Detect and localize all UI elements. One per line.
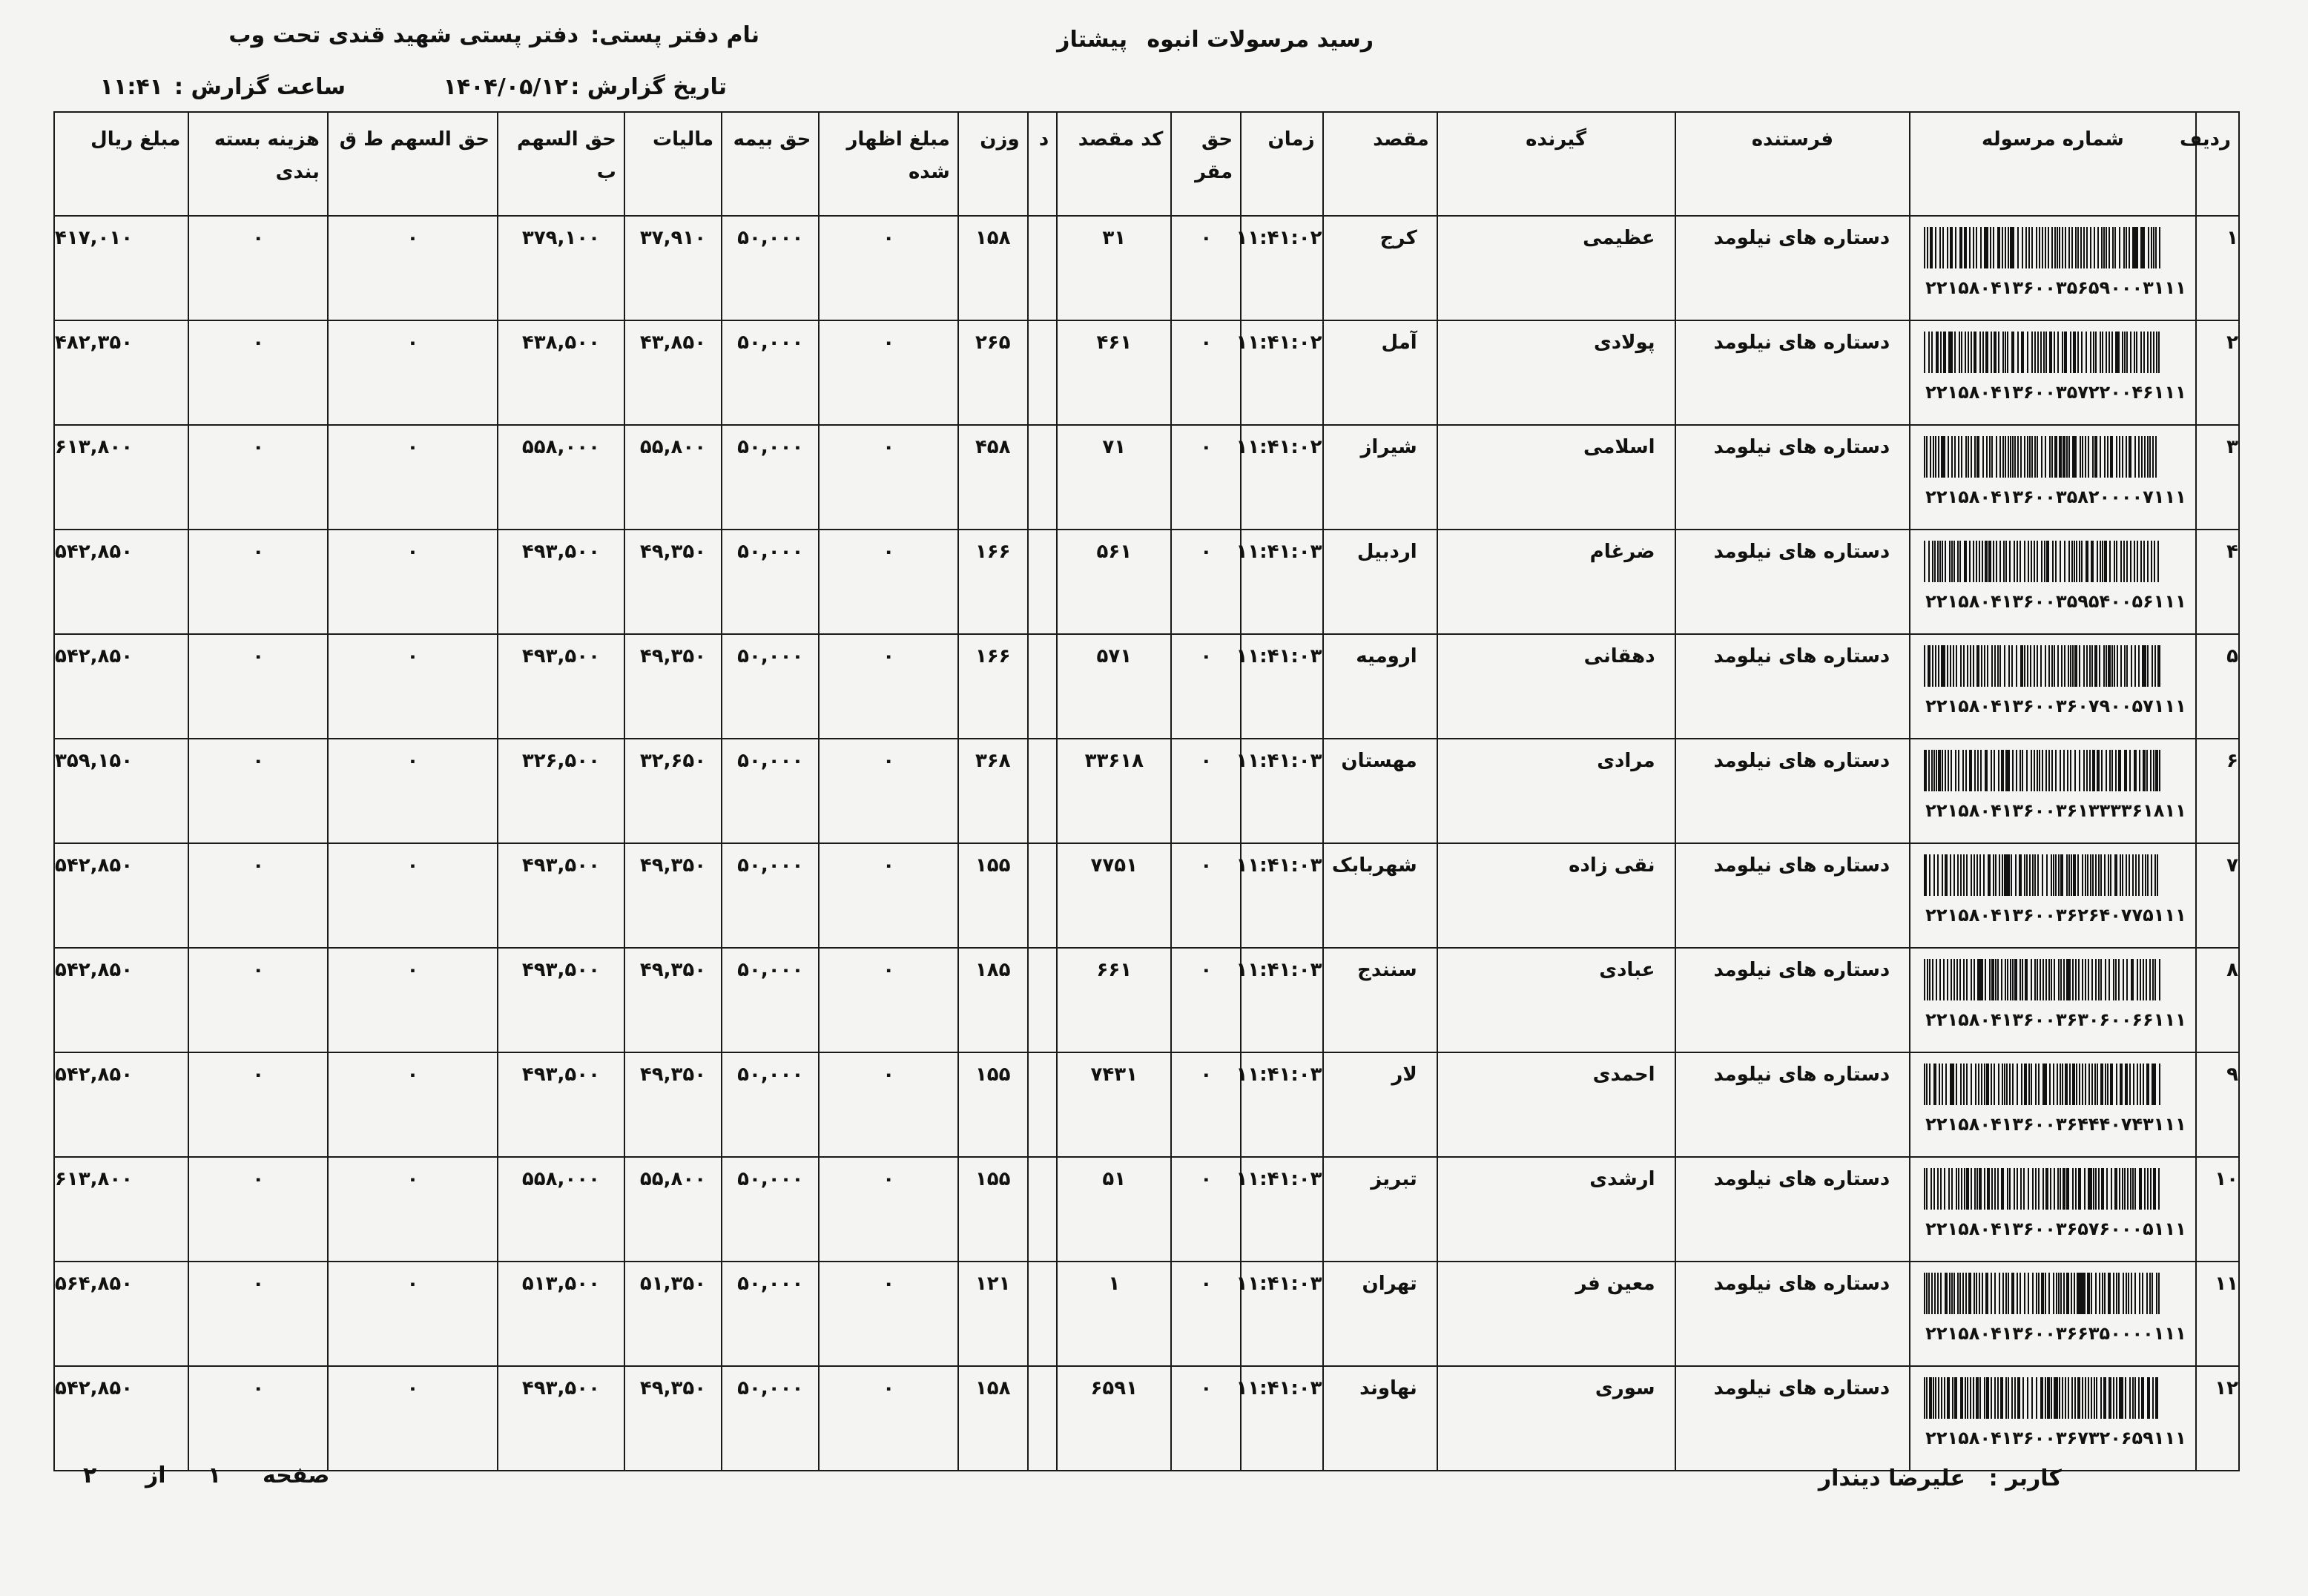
- column-header: حق السهم ط ق: [328, 112, 498, 216]
- cell-dest: سنندج: [1323, 948, 1437, 1052]
- cell-weight: ۱۶۶: [958, 530, 1028, 634]
- cell-idx: ۱: [2196, 216, 2239, 320]
- cell-share-tq: ۰: [328, 739, 498, 843]
- cell-share-b: ۴۹۳,۵۰۰: [498, 1366, 624, 1471]
- cell-tax: ۴۹,۳۵۰: [624, 1052, 722, 1157]
- barcode-number: ۲۲۱۵۸۰۴۱۳۶۰۰۳۶۷۳۲۰۶۵۹۱۱۱: [1925, 1428, 2186, 1448]
- cell-receiver: نقی زاده: [1437, 843, 1675, 948]
- cell-dest-code: ۷۱: [1057, 425, 1171, 530]
- cell-insurance: ۵۰,۰۰۰: [722, 216, 819, 320]
- barcode-number: ۲۲۱۵۸۰۴۱۳۶۰۰۳۵۶۵۹۰۰۰۳۱۱۱: [1925, 277, 2186, 298]
- page-label: صفحه: [263, 1463, 330, 1488]
- cell-d: [1028, 843, 1058, 948]
- cell-share-b: ۴۳۸,۵۰۰: [498, 320, 624, 425]
- cell-share-tq: ۰: [328, 320, 498, 425]
- cell-declared: ۰: [819, 843, 958, 948]
- cell-haqq-maqar: ۰: [1171, 1052, 1241, 1157]
- cell-packing: ۰: [188, 948, 328, 1052]
- cell-weight: ۱۶۶: [958, 634, 1028, 739]
- cell-d: [1028, 320, 1058, 425]
- cell-dest-code: ۳۱: [1057, 216, 1171, 320]
- cell-barcode: [1910, 320, 2195, 425]
- table-header-row: [54, 112, 2239, 216]
- barcode-graphic: [1924, 959, 2161, 1000]
- page-total: ۲: [83, 1463, 97, 1488]
- cell-tax: ۵۵,۸۰۰: [624, 1157, 722, 1262]
- cell-sender: دستاره های نیلومد: [1675, 634, 1910, 739]
- cell-haqq-maqar: ۰: [1171, 425, 1241, 530]
- date-value: ۱۴۰۴/۰۵/۱۲: [443, 74, 568, 100]
- cell-dest-code: ۳۳۶۱۸: [1057, 739, 1171, 843]
- cell-amount: ۶۱۳,۸۰۰: [54, 1157, 188, 1262]
- cell-idx: ۹: [2196, 1052, 2239, 1157]
- cell-idx: ۱۱: [2196, 1262, 2239, 1366]
- cell-d: [1028, 530, 1058, 634]
- cell-share-b: ۵۵۸,۰۰۰: [498, 425, 624, 530]
- cell-tax: ۳۲,۶۵۰: [624, 739, 722, 843]
- barcode-number: ۲۲۱۵۸۰۴۱۳۶۰۰۳۶۲۶۴۰۷۷۵۱۱۱: [1925, 905, 2186, 926]
- cell-declared: ۰: [819, 1157, 958, 1262]
- cell-time: ۱۱:۴۱:۰۳: [1241, 1157, 1322, 1262]
- cell-declared: ۰: [819, 530, 958, 634]
- cell-packing: ۰: [188, 216, 328, 320]
- shipments-table: [53, 111, 2240, 1471]
- cell-time: ۱۱:۴۱:۰۳: [1241, 948, 1322, 1052]
- cell-share-tq: ۰: [328, 1157, 498, 1262]
- cell-receiver: سوری: [1437, 1366, 1675, 1471]
- cell-sender: دستاره های نیلومد: [1675, 530, 1910, 634]
- cell-haqq-maqar: ۰: [1171, 1157, 1241, 1262]
- cell-weight: ۴۵۸: [958, 425, 1028, 530]
- column-header: مقصد: [1323, 112, 1437, 216]
- cell-dest-code: ۵۶۱: [1057, 530, 1171, 634]
- barcode-graphic: [1924, 645, 2161, 687]
- cell-amount: ۵۴۲,۸۵۰: [54, 530, 188, 634]
- barcode-number: ۲۲۱۵۸۰۴۱۳۶۰۰۳۵۸۲۰۰۰۰۷۱۱۱: [1925, 487, 2186, 507]
- cell-idx: ۶: [2196, 739, 2239, 843]
- cell-sender: دستاره های نیلومد: [1675, 1052, 1910, 1157]
- barcode-graphic: [1924, 1377, 2161, 1419]
- cell-dest-code: ۵۷۱: [1057, 634, 1171, 739]
- cell-amount: ۴۸۲,۳۵۰: [54, 320, 188, 425]
- cell-weight: ۱۵۸: [958, 1366, 1028, 1471]
- cell-weight: ۱۵۵: [958, 843, 1028, 948]
- cell-d: [1028, 948, 1058, 1052]
- cell-tax: ۴۹,۳۵۰: [624, 843, 722, 948]
- cell-tax: ۵۱,۳۵۰: [624, 1262, 722, 1366]
- column-header: مبلغ ریال: [54, 112, 188, 216]
- column-header: د: [1028, 112, 1058, 216]
- cell-idx: ۲: [2196, 320, 2239, 425]
- cell-declared: ۰: [819, 634, 958, 739]
- cell-receiver: احمدی: [1437, 1052, 1675, 1157]
- cell-insurance: ۵۰,۰۰۰: [722, 530, 819, 634]
- cell-haqq-maqar: ۰: [1171, 739, 1241, 843]
- barcode-graphic: [1924, 436, 2161, 478]
- cell-dest: ارومیه: [1323, 634, 1437, 739]
- cell-barcode: [1910, 1366, 2195, 1471]
- cell-insurance: ۵۰,۰۰۰: [722, 320, 819, 425]
- cell-amount: ۵۴۲,۸۵۰: [54, 634, 188, 739]
- cell-declared: ۰: [819, 1262, 958, 1366]
- cell-share-b: ۴۹۳,۵۰۰: [498, 948, 624, 1052]
- cell-share-b: ۴۹۳,۵۰۰: [498, 634, 624, 739]
- report-title: [1147, 27, 1374, 53]
- cell-share-tq: ۰: [328, 1366, 498, 1471]
- barcode-number: ۲۲۱۵۸۰۴۱۳۶۰۰۳۶۳۰۶۰۰۶۶۱۱۱: [1925, 1009, 2186, 1030]
- column-header: فرستنده: [1675, 112, 1910, 216]
- cell-insurance: ۵۰,۰۰۰: [722, 843, 819, 948]
- date-label: تاریخ گزارش :: [570, 74, 727, 100]
- table-row: [54, 739, 2239, 843]
- cell-receiver: عبادی: [1437, 948, 1675, 1052]
- cell-dest: شهربابک: [1323, 843, 1437, 948]
- cell-dest: نهاوند: [1323, 1366, 1437, 1471]
- cell-barcode: [1910, 425, 2195, 530]
- table-row: [54, 634, 2239, 739]
- cell-share-tq: ۰: [328, 1262, 498, 1366]
- cell-barcode: [1910, 216, 2195, 320]
- cell-time: ۱۱:۴۱:۰۳: [1241, 634, 1322, 739]
- cell-insurance: ۵۰,۰۰۰: [722, 1052, 819, 1157]
- column-header: کد مقصد: [1057, 112, 1171, 216]
- cell-amount: ۵۴۲,۸۵۰: [54, 1366, 188, 1471]
- cell-tax: ۴۹,۳۵۰: [624, 948, 722, 1052]
- cell-dest: آمل: [1323, 320, 1437, 425]
- table-row: [54, 530, 2239, 634]
- cell-share-b: ۳۲۶,۵۰۰: [498, 739, 624, 843]
- column-header: حق مقر: [1171, 112, 1241, 216]
- cell-d: [1028, 1157, 1058, 1262]
- cell-insurance: ۵۰,۰۰۰: [722, 1157, 819, 1262]
- cell-sender: دستاره های نیلومد: [1675, 948, 1910, 1052]
- cell-insurance: ۵۰,۰۰۰: [722, 1366, 819, 1471]
- cell-share-b: ۴۹۳,۵۰۰: [498, 530, 624, 634]
- column-header: گیرنده: [1437, 112, 1675, 216]
- cell-amount: ۴۱۷,۰۱۰: [54, 216, 188, 320]
- cell-sender: دستاره های نیلومد: [1675, 843, 1910, 948]
- cell-share-tq: ۰: [328, 216, 498, 320]
- user-label: کاربر :: [1988, 1465, 2062, 1491]
- cell-packing: ۰: [188, 1262, 328, 1366]
- time-label: ساعت گزارش :: [174, 74, 346, 100]
- service-type: [1057, 27, 1127, 53]
- cell-d: [1028, 216, 1058, 320]
- cell-haqq-maqar: ۰: [1171, 1262, 1241, 1366]
- column-header: حق السهم ب: [498, 112, 624, 216]
- column-header: حق بیمه: [722, 112, 819, 216]
- table-row: [54, 843, 2239, 948]
- cell-barcode: [1910, 739, 2195, 843]
- cell-d: [1028, 425, 1058, 530]
- cell-share-b: ۳۷۹,۱۰۰: [498, 216, 624, 320]
- cell-idx: ۷: [2196, 843, 2239, 948]
- cell-barcode: [1910, 948, 2195, 1052]
- cell-d: [1028, 1052, 1058, 1157]
- cell-time: ۱۱:۴۱:۰۳: [1241, 1262, 1322, 1366]
- table-row: [54, 1157, 2239, 1262]
- cell-dest-code: ۵۱: [1057, 1157, 1171, 1262]
- time-value: ۱۱:۴۱: [99, 74, 163, 100]
- cell-insurance: ۵۰,۰۰۰: [722, 425, 819, 530]
- cell-dest: شیراز: [1323, 425, 1437, 530]
- cell-time: ۱۱:۴۱:۰۳: [1241, 1366, 1322, 1471]
- cell-barcode: [1910, 1052, 2195, 1157]
- cell-weight: ۱۵۵: [958, 1052, 1028, 1157]
- cell-dest: تهران: [1323, 1262, 1437, 1366]
- cell-sender: دستاره های نیلومد: [1675, 425, 1910, 530]
- cell-haqq-maqar: ۰: [1171, 634, 1241, 739]
- office-label: نام دفتر پستی:: [590, 22, 759, 48]
- cell-dest-code: ۴۶۱: [1057, 320, 1171, 425]
- barcode-number: ۲۲۱۵۸۰۴۱۳۶۰۰۳۵۷۲۲۰۰۴۶۱۱۱: [1925, 382, 2186, 403]
- cell-declared: ۰: [819, 948, 958, 1052]
- cell-idx: ۳: [2196, 425, 2239, 530]
- table-row: [54, 948, 2239, 1052]
- cell-share-b: ۴۹۳,۵۰۰: [498, 1052, 624, 1157]
- office-name: دفتر پستی شهید قندی تحت وب: [228, 22, 578, 48]
- cell-barcode: [1910, 530, 2195, 634]
- cell-receiver: ارشدی: [1437, 1157, 1675, 1262]
- cell-time: ۱۱:۴۱:۰۳: [1241, 739, 1322, 843]
- cell-dest: مهستان: [1323, 739, 1437, 843]
- cell-time: ۱۱:۴۱:۰۲: [1241, 320, 1322, 425]
- cell-packing: ۰: [188, 1366, 328, 1471]
- cell-share-b: ۵۱۳,۵۰۰: [498, 1262, 624, 1366]
- cell-dest: تبریز: [1323, 1157, 1437, 1262]
- cell-idx: ۵: [2196, 634, 2239, 739]
- cell-declared: ۰: [819, 216, 958, 320]
- cell-sender: دستاره های نیلومد: [1675, 1262, 1910, 1366]
- cell-weight: ۱۵۵: [958, 1157, 1028, 1262]
- cell-receiver: معین فر: [1437, 1262, 1675, 1366]
- cell-sender: دستاره های نیلومد: [1675, 320, 1910, 425]
- column-header: ردیف: [2196, 112, 2239, 216]
- cell-d: [1028, 634, 1058, 739]
- table-row: [54, 1262, 2239, 1366]
- cell-time: ۱۱:۴۱:۰۲: [1241, 216, 1322, 320]
- cell-idx: ۱۲: [2196, 1366, 2239, 1471]
- cell-haqq-maqar: ۰: [1171, 320, 1241, 425]
- cell-weight: ۱۲۱: [958, 1262, 1028, 1366]
- cell-insurance: ۵۰,۰۰۰: [722, 948, 819, 1052]
- cell-barcode: [1910, 634, 2195, 739]
- cell-amount: ۵۴۲,۸۵۰: [54, 948, 188, 1052]
- cell-amount: ۶۱۳,۸۰۰: [54, 425, 188, 530]
- cell-weight: ۱۸۵: [958, 948, 1028, 1052]
- cell-tax: ۴۹,۳۵۰: [624, 530, 722, 634]
- cell-packing: ۰: [188, 634, 328, 739]
- cell-share-b: ۴۹۳,۵۰۰: [498, 843, 624, 948]
- cell-sender: دستاره های نیلومد: [1675, 739, 1910, 843]
- cell-insurance: ۵۰,۰۰۰: [722, 1262, 819, 1366]
- cell-share-b: ۵۵۸,۰۰۰: [498, 1157, 624, 1262]
- cell-insurance: ۵۰,۰۰۰: [722, 739, 819, 843]
- title-text: رسید مرسولات انبوه: [1147, 27, 1374, 53]
- barcode-graphic: [1924, 227, 2161, 268]
- barcode-number: ۲۲۱۵۸۰۴۱۳۶۰۰۳۶۴۴۴۰۷۴۳۱۱۱: [1925, 1114, 2186, 1135]
- barcode-graphic: [1924, 1168, 2161, 1210]
- cell-dest: کرج: [1323, 216, 1437, 320]
- cell-sender: دستاره های نیلومد: [1675, 216, 1910, 320]
- cell-declared: ۰: [819, 739, 958, 843]
- cell-idx: ۸: [2196, 948, 2239, 1052]
- barcode-graphic: [1924, 1064, 2161, 1105]
- column-header: وزن: [958, 112, 1028, 216]
- cell-d: [1028, 1366, 1058, 1471]
- column-header: مبلغ اظهار شده: [819, 112, 958, 216]
- cell-receiver: دهقانی: [1437, 634, 1675, 739]
- cell-receiver: اسلامی: [1437, 425, 1675, 530]
- barcode-number: ۲۲۱۵۸۰۴۱۳۶۰۰۳۶۶۳۵۰۰۰۰۱۱۱: [1925, 1323, 2186, 1344]
- cell-dest-code: ۷۴۳۱: [1057, 1052, 1171, 1157]
- table-row: [54, 320, 2239, 425]
- cell-haqq-maqar: ۰: [1171, 216, 1241, 320]
- barcode-number: ۲۲۱۵۸۰۴۱۳۶۰۰۳۵۹۵۴۰۰۵۶۱۱۱: [1925, 591, 2186, 612]
- column-header: مالیات: [624, 112, 722, 216]
- barcode-graphic: [1924, 854, 2161, 896]
- cell-tax: ۴۹,۳۵۰: [624, 634, 722, 739]
- cell-dest: اردبیل: [1323, 530, 1437, 634]
- barcode-graphic: [1924, 332, 2161, 373]
- barcode-graphic: [1924, 1273, 2161, 1314]
- cell-packing: ۰: [188, 425, 328, 530]
- page-of-label: از: [145, 1463, 166, 1488]
- cell-haqq-maqar: ۰: [1171, 843, 1241, 948]
- cell-amount: ۵۶۴,۸۵۰: [54, 1262, 188, 1366]
- barcode-number: ۲۲۱۵۸۰۴۱۳۶۰۰۳۶۱۳۳۳۳۶۱۸۱۱: [1925, 800, 2186, 821]
- page-current: ۱: [208, 1463, 222, 1488]
- cell-barcode: [1910, 1157, 2195, 1262]
- cell-idx: ۱۰: [2196, 1157, 2239, 1262]
- cell-packing: ۰: [188, 530, 328, 634]
- table-row: [54, 1052, 2239, 1157]
- cell-tax: ۳۷,۹۱۰: [624, 216, 722, 320]
- cell-tax: ۴۳,۸۵۰: [624, 320, 722, 425]
- cell-share-tq: ۰: [328, 634, 498, 739]
- cell-share-tq: ۰: [328, 1052, 498, 1157]
- cell-declared: ۰: [819, 320, 958, 425]
- cell-time: ۱۱:۴۱:۰۳: [1241, 843, 1322, 948]
- cell-time: ۱۱:۴۱:۰۳: [1241, 1052, 1322, 1157]
- service-text: پیشتاز: [1057, 27, 1127, 53]
- table-row: [54, 216, 2239, 320]
- cell-packing: ۰: [188, 739, 328, 843]
- cell-receiver: ضرغام: [1437, 530, 1675, 634]
- cell-d: [1028, 739, 1058, 843]
- cell-packing: ۰: [188, 843, 328, 948]
- cell-dest-code: ۶۵۹۱: [1057, 1366, 1171, 1471]
- cell-packing: ۰: [188, 1052, 328, 1157]
- cell-tax: ۴۹,۳۵۰: [624, 1366, 722, 1471]
- cell-share-tq: ۰: [328, 425, 498, 530]
- cell-idx: ۴: [2196, 530, 2239, 634]
- cell-receiver: مرادی: [1437, 739, 1675, 843]
- cell-share-tq: ۰: [328, 530, 498, 634]
- cell-weight: ۳۶۸: [958, 739, 1028, 843]
- cell-weight: ۱۵۸: [958, 216, 1028, 320]
- cell-sender: دستاره های نیلومد: [1675, 1157, 1910, 1262]
- cell-packing: ۰: [188, 320, 328, 425]
- cell-share-tq: ۰: [328, 843, 498, 948]
- cell-amount: ۵۴۲,۸۵۰: [54, 843, 188, 948]
- cell-declared: ۰: [819, 1052, 958, 1157]
- barcode-graphic: [1924, 541, 2161, 582]
- cell-dest-code: ۷۷۵۱: [1057, 843, 1171, 948]
- cell-sender: دستاره های نیلومد: [1675, 1366, 1910, 1471]
- cell-receiver: پولادی: [1437, 320, 1675, 425]
- cell-haqq-maqar: ۰: [1171, 1366, 1241, 1471]
- barcode-number: ۲۲۱۵۸۰۴۱۳۶۰۰۳۶۵۷۶۰۰۰۵۱۱۱: [1925, 1219, 2186, 1239]
- column-header: هزینه بسته بندی: [188, 112, 328, 216]
- cell-dest: لار: [1323, 1052, 1437, 1157]
- table-row: [54, 1366, 2239, 1471]
- cell-barcode: [1910, 1262, 2195, 1366]
- cell-dest-code: ۱: [1057, 1262, 1171, 1366]
- cell-time: ۱۱:۴۱:۰۳: [1241, 530, 1322, 634]
- cell-haqq-maqar: ۰: [1171, 530, 1241, 634]
- table-body: [54, 216, 2239, 1471]
- cell-declared: ۰: [819, 425, 958, 530]
- cell-barcode: [1910, 843, 2195, 948]
- cell-dest-code: ۶۶۱: [1057, 948, 1171, 1052]
- cell-time: ۱۱:۴۱:۰۲: [1241, 425, 1322, 530]
- column-header: شماره مرسوله: [1910, 112, 2195, 216]
- column-header: زمان: [1241, 112, 1322, 216]
- cell-amount: ۳۵۹,۱۵۰: [54, 739, 188, 843]
- cell-insurance: ۵۰,۰۰۰: [722, 634, 819, 739]
- cell-d: [1028, 1262, 1058, 1366]
- barcode-number: ۲۲۱۵۸۰۴۱۳۶۰۰۳۶۰۷۹۰۰۵۷۱۱۱: [1925, 696, 2186, 716]
- cell-weight: ۲۶۵: [958, 320, 1028, 425]
- cell-haqq-maqar: ۰: [1171, 948, 1241, 1052]
- cell-receiver: عظیمی: [1437, 216, 1675, 320]
- cell-declared: ۰: [819, 1366, 958, 1471]
- cell-share-tq: ۰: [328, 948, 498, 1052]
- cell-tax: ۵۵,۸۰۰: [624, 425, 722, 530]
- cell-amount: ۵۴۲,۸۵۰: [54, 1052, 188, 1157]
- user-name: علیرضا دیندار: [1818, 1465, 1965, 1491]
- table-row: [54, 425, 2239, 530]
- cell-packing: ۰: [188, 1157, 328, 1262]
- barcode-graphic: [1924, 750, 2161, 791]
